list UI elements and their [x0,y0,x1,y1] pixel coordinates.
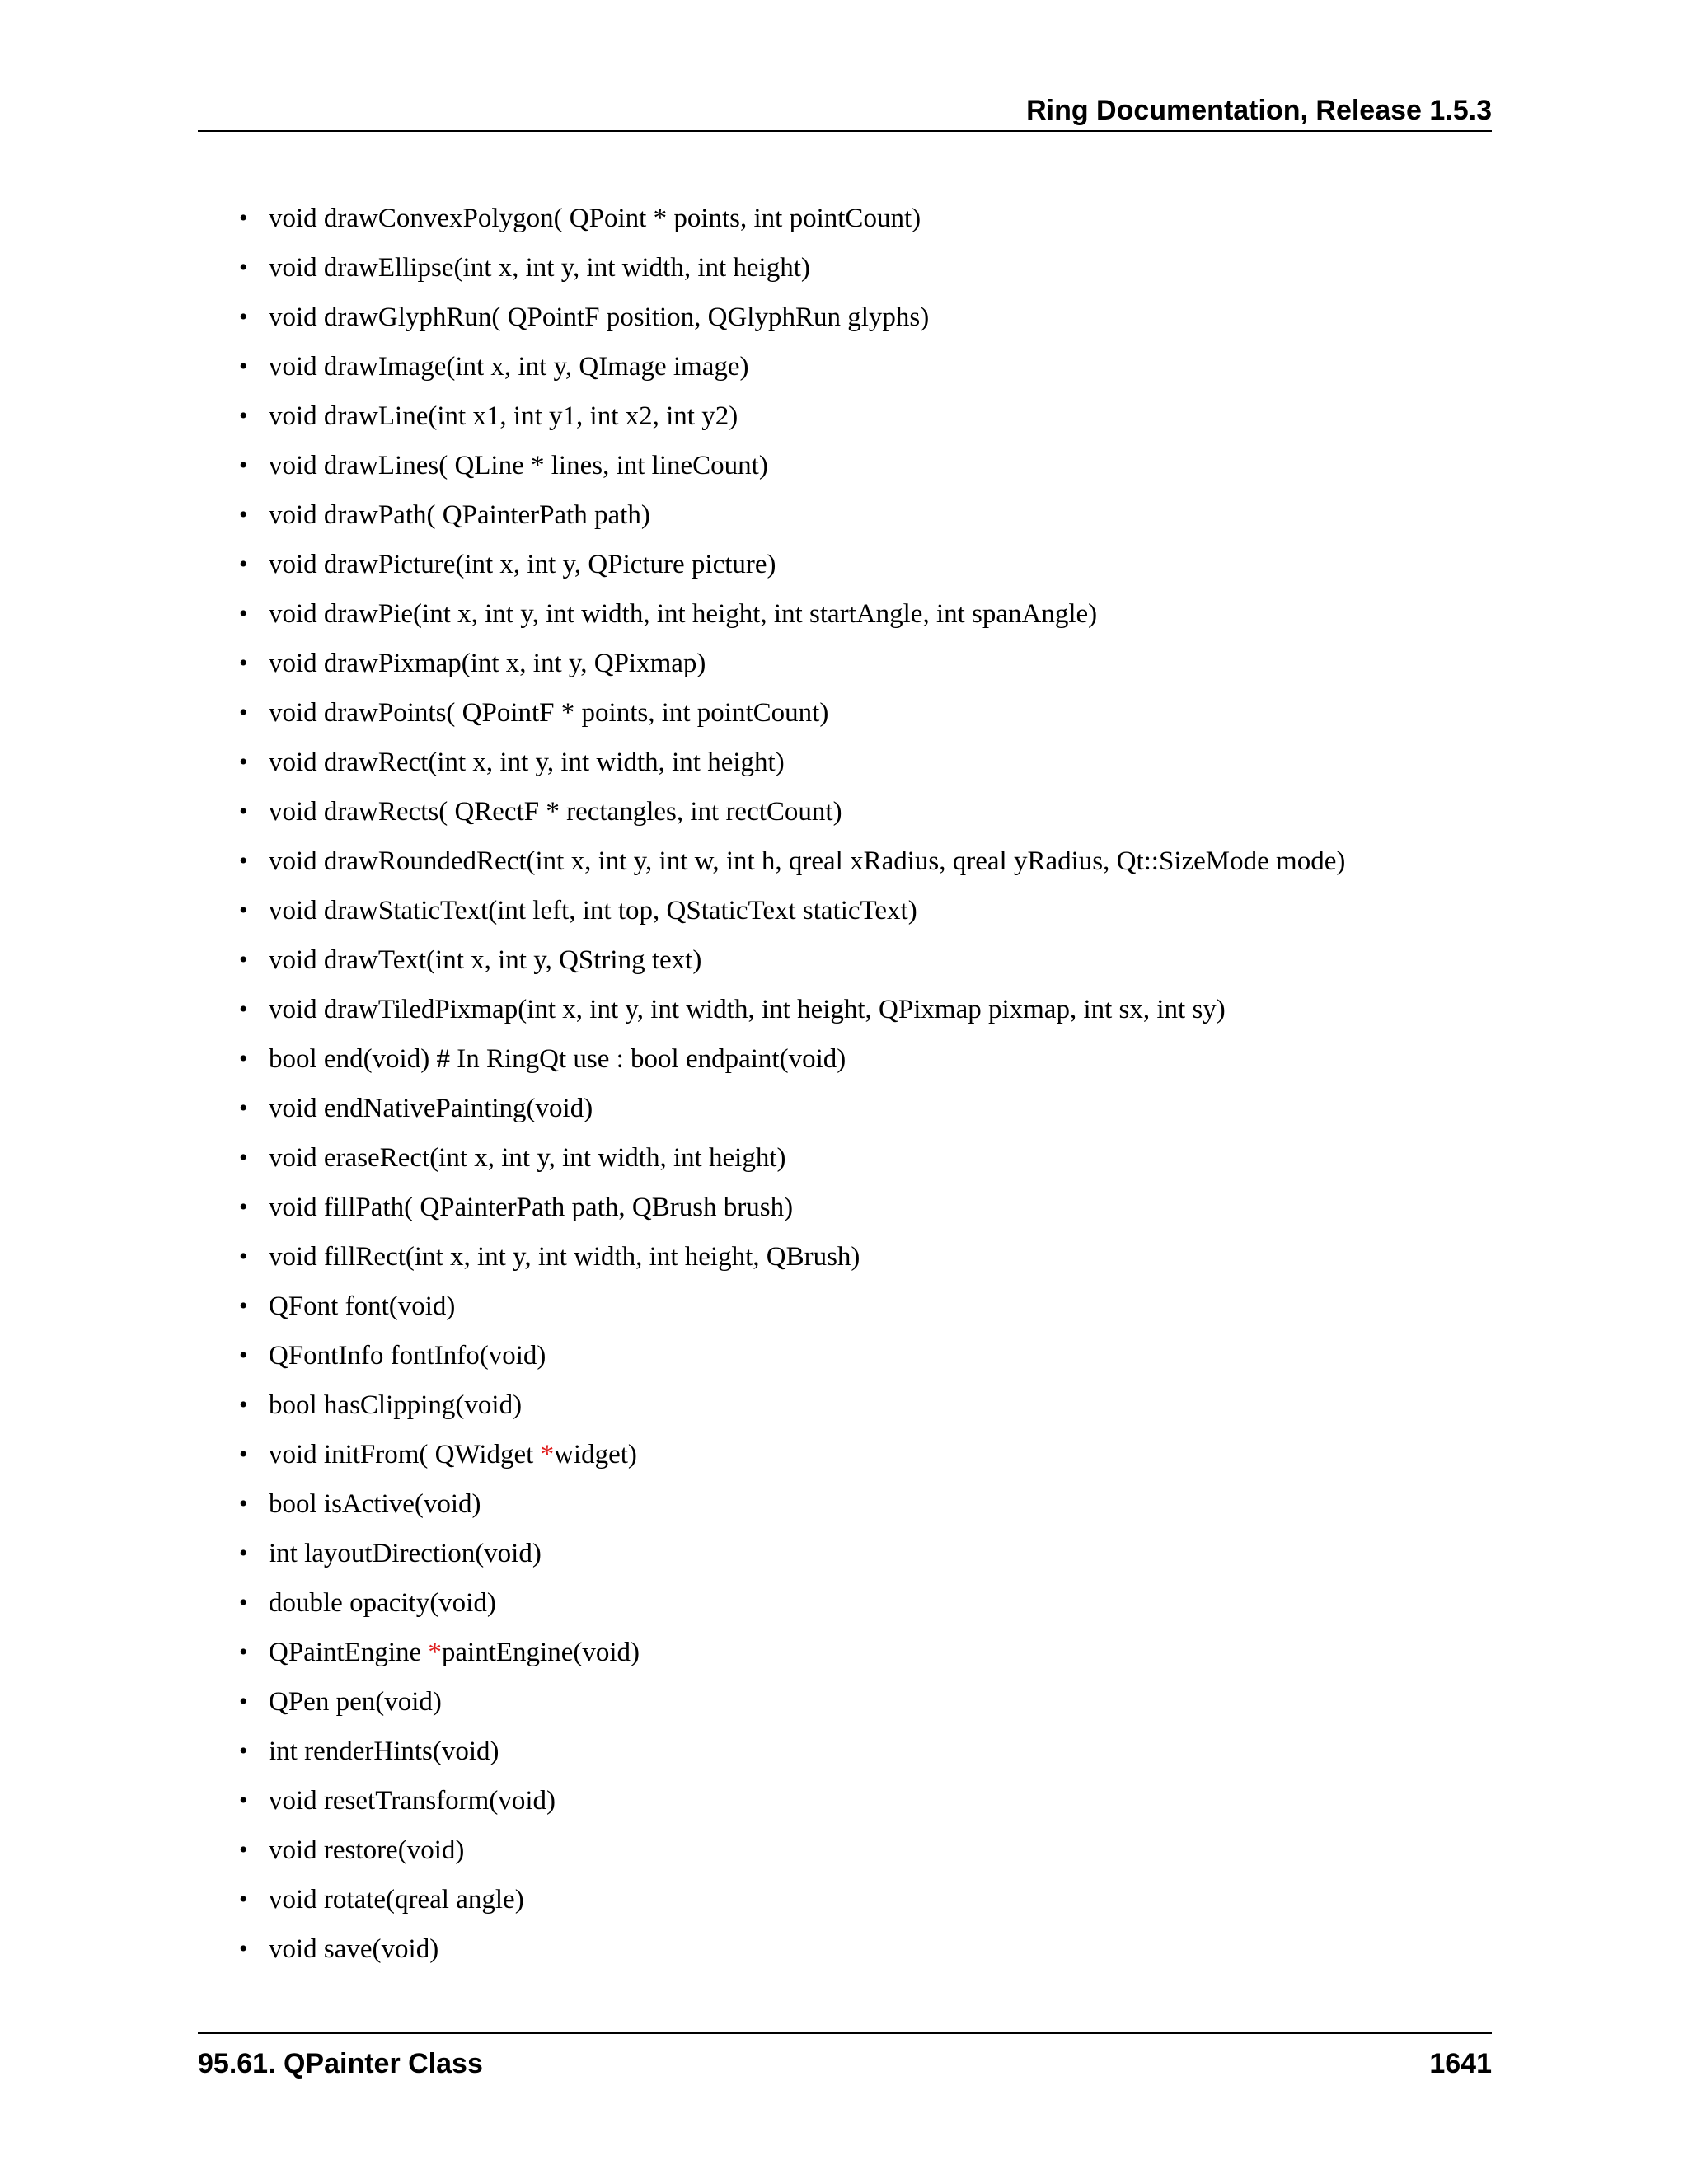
page-footer [198,2032,1492,2083]
bullet-icon: • [239,1836,248,1863]
method-signature: void eraseRect(int x, int y, int width, int height) [269,1143,786,1173]
section-title: 95.61. QPainter Class [198,2048,483,2079]
bullet-icon: • [239,1342,248,1369]
method-signature: void drawStaticText(int left, int top, QStaticText staticText) [269,896,917,926]
list-item [239,1331,1345,1380]
list-item [239,1578,1345,1628]
bullet-icon: • [239,946,248,973]
method-signature: void drawPath( QPainterPath path) [269,500,650,530]
list-item [239,1084,1345,1133]
list-item [239,1727,1345,1776]
method-signature: int layoutDirection(void) [269,1539,542,1568]
bullet-icon: • [239,1490,248,1517]
list-item [239,1677,1345,1727]
bullet-icon: • [239,897,248,924]
list-item [239,1875,1345,1924]
method-signature: void endNativePainting(void) [269,1094,593,1123]
bullet-icon: • [239,847,248,874]
method-list [239,194,1345,1974]
bullet-icon: • [239,1045,248,1072]
method-signature: void drawPicture(int x, int y, QPicture picture) [269,550,776,579]
list-item [239,639,1345,688]
bullet-icon: • [239,204,248,232]
bullet-icon: • [239,1094,248,1122]
bullet-icon: • [239,748,248,776]
method-signature: QFont font(void) [269,1291,456,1321]
method-signature: void drawPixmap(int x, int y, QPixmap) [269,649,706,678]
method-signature: void rotate(qreal angle) [269,1885,524,1915]
document-title: Ring Documentation, Release 1.5.3 [1026,95,1492,126]
list-item [239,1924,1345,1974]
method-signature: QPaintEngine [269,1638,429,1667]
list-item [239,886,1345,935]
bullet-icon: • [239,1935,248,1962]
method-signature: void drawRects( QRectF * rectangles, int rectCount) [269,797,842,827]
method-signature: void restore(void) [269,1835,465,1865]
method-signature: void drawConvexPolygon( QPoint * points, int pointCount) [269,204,921,233]
bullet-icon: • [239,699,248,726]
bullet-icon: • [239,1737,248,1765]
list-item [239,688,1345,738]
page-number: 1641 [1429,2048,1492,2079]
list-item [239,1380,1345,1430]
bullet-icon: • [239,353,248,380]
bullet-icon: • [239,1787,248,1814]
list-item [239,1183,1345,1232]
bullet-icon: • [239,1193,248,1221]
list-item [239,1133,1345,1183]
bullet-icon: • [239,452,248,479]
method-signature: void drawTiledPixmap(int x, int y, int width, int height, QPixmap pixmap, int sx, int sy) [269,995,1226,1024]
bullet-icon: • [239,1688,248,1715]
list-item [239,243,1345,293]
method-signature: int renderHints(void) [269,1736,499,1766]
bullet-icon: • [239,1540,248,1567]
bullet-icon: • [239,1638,248,1666]
method-signature-rest: widget) [554,1440,637,1469]
list-item [239,293,1345,342]
list-item [239,194,1345,243]
bullet-icon: • [239,1589,248,1616]
list-item [239,1282,1345,1331]
list-item [239,1776,1345,1825]
method-signature: bool end(void) # In RingQt use : bool endpaint(void) [269,1044,846,1074]
method-signature: void drawRect(int x, int y, int width, int height) [269,748,785,777]
bullet-icon: • [239,996,248,1023]
method-signature: bool isActive(void) [269,1489,481,1519]
list-item [239,342,1345,391]
method-signature: void drawRoundedRect(int x, int y, int w, int h, qreal xRadius, qreal yRadius, Qt::SizeMode mode) [269,846,1346,876]
method-signature: void drawPie(int x, int y, int width, int height, int startAngle, int spanAngle) [269,599,1098,629]
method-signature: void resetTransform(void) [269,1786,556,1816]
list-item [239,589,1345,639]
list-item [239,1628,1345,1677]
bullet-icon: • [239,600,248,627]
method-signature: QFontInfo fontInfo(void) [269,1341,546,1371]
page-header [198,91,1492,132]
method-signature: void drawEllipse(int x, int y, int width, int height) [269,253,810,283]
list-item [239,441,1345,490]
method-signature: void save(void) [269,1934,439,1964]
method-signature: void drawImage(int x, int y, QImage image) [269,352,749,382]
pointer-asterisk: * [428,1638,442,1667]
list-item [239,1479,1345,1529]
list-item [239,738,1345,787]
method-signature: void drawGlyphRun( QPointF position, QGlyphRun glyphs) [269,302,930,332]
list-item [239,1232,1345,1282]
method-signature: bool hasClipping(void) [269,1390,523,1420]
list-item [239,935,1345,985]
method-signature: void drawPoints( QPointF * points, int pointCount) [269,698,829,728]
method-signature: void fillRect(int x, int y, int width, int height, QBrush) [269,1242,860,1272]
method-signature-rest: paintEngine(void) [441,1638,640,1667]
bullet-icon: • [239,1441,248,1468]
list-item [239,1430,1345,1479]
list-item [239,391,1345,441]
method-signature: void initFrom( QWidget [269,1440,541,1469]
bullet-icon: • [239,649,248,677]
list-item [239,985,1345,1034]
bullet-icon: • [239,254,248,281]
bullet-icon: • [239,551,248,578]
method-signature: void drawLine(int x1, int y1, int x2, int y2) [269,401,738,431]
list-item [239,787,1345,837]
bullet-icon: • [239,1243,248,1270]
method-signature: double opacity(void) [269,1588,496,1618]
method-signature: QPen pen(void) [269,1687,442,1717]
bullet-icon: • [239,501,248,528]
method-signature: void drawText(int x, int y, QString text) [269,945,702,975]
list-item [239,1825,1345,1875]
bullet-icon: • [239,1292,248,1319]
pointer-asterisk: * [540,1440,555,1469]
list-item [239,837,1345,886]
bullet-icon: • [239,798,248,825]
method-signature: void fillPath( QPainterPath path, QBrush brush) [269,1193,794,1222]
bullet-icon: • [239,303,248,330]
list-item [239,540,1345,589]
method-signature: void drawLines( QLine * lines, int lineCount) [269,451,768,480]
bullet-icon: • [239,402,248,429]
bullet-icon: • [239,1144,248,1171]
list-item [239,490,1345,540]
list-item [239,1034,1345,1084]
bullet-icon: • [239,1391,248,1418]
list-item [239,1529,1345,1578]
bullet-icon: • [239,1886,248,1913]
